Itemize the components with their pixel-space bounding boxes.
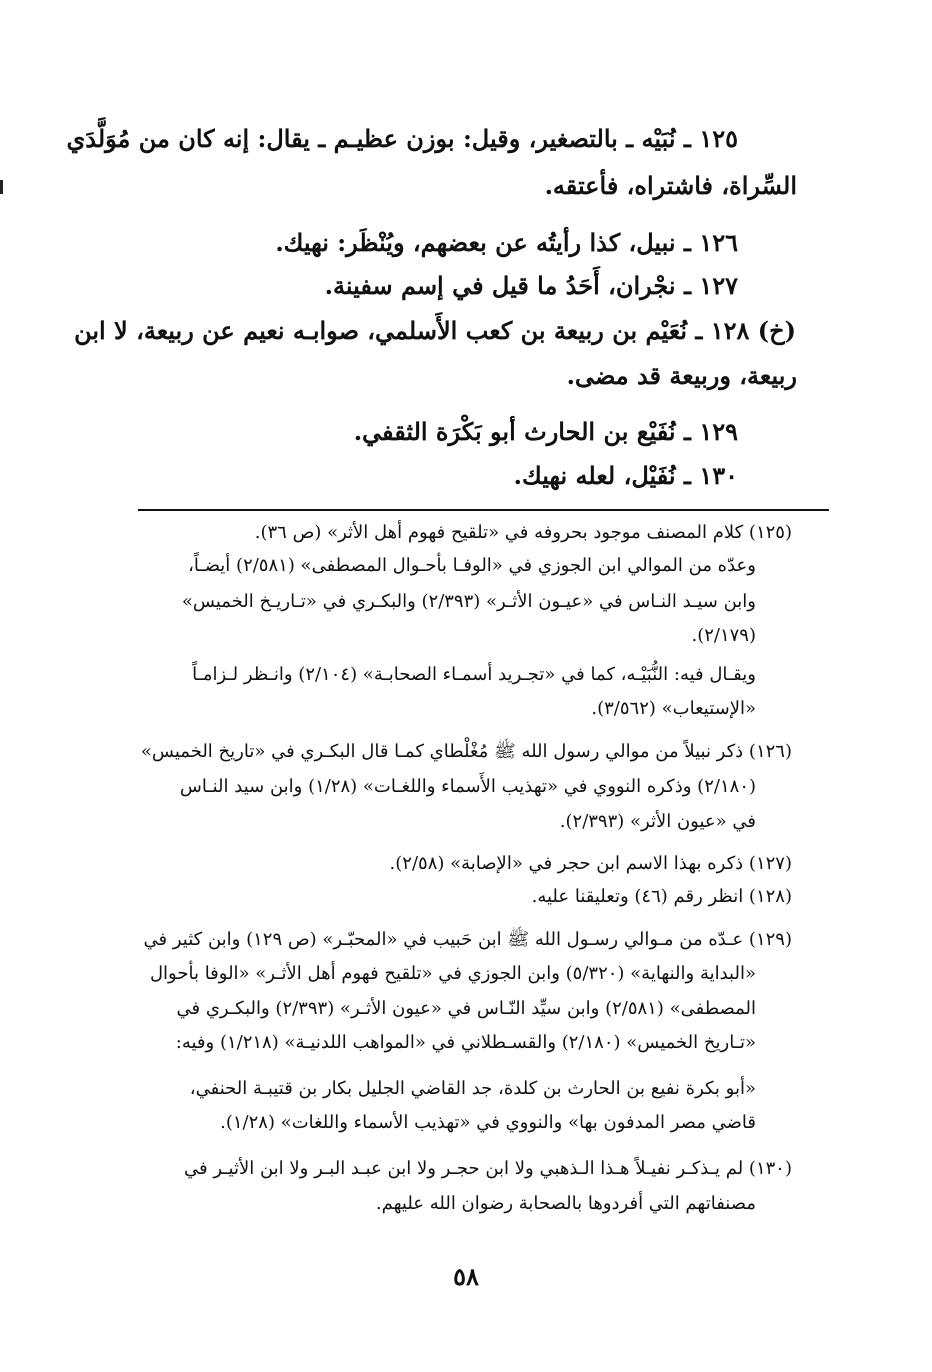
footnote-127: (١٢٧) ذكره بهذا الاسم ابن حجر في «الإصابة» (٢/٥٨). (389, 853, 792, 874)
entry-125-line-1: ١٢٥ ـ نُبَيْه ـ بالتصغير، وقيل: بوزن عظيـم ـ يقال: إنه كان من مُوَلَّدَي (66, 124, 738, 153)
footnote-130-line-2: مصنفاتهم التي أفردوها بالصحابة رضوان الله عليهم. (375, 1193, 756, 1214)
footnote-129-line-1: (١٢٩) عـدّه من مـوالي رسـول الله ﷺ ابن حَبيب في «المحبّـر» (ص ١٢٩) وابن كثير في (143, 929, 792, 950)
entry-128-line-1: (خ) ١٢٨ ـ نُعَيْم بن ربيعة بن كعب الأَسلمي، صوابـه نعيم عن ربيعة، لا ابن (74, 316, 796, 345)
entry-125-line-2: السِّراة، فاشتراه، فأعتقه. (544, 171, 797, 200)
entry-130: ١٣٠ ـ نُفَيْل، لعله نهيك. (513, 461, 738, 490)
entry-127: ١٢٧ ـ نجْران، أَحَدُ ما قيل في إسم سفينة. (324, 271, 738, 300)
footnote-129-line-6: قاضي مصر المدفون بها» والنووي في «تهذيب الأسماء واللغات» (١/٢٨). (220, 1112, 756, 1133)
margin-mark (0, 180, 3, 194)
footnote-129-line-2: «البداية والنهاية» (٥/٣٢٠) وابن الجوزي في «تلقيح فهوم أهل الأثـر» «الوفا بأحوال (149, 963, 756, 984)
footnote-separator (138, 509, 829, 511)
footnote-126-line-3: في «عيون الأثر» (٢/٣٩٣). (559, 811, 756, 832)
entry-126: ١٢٦ ـ نبيل، كذا رأيتُه عن بعضهم، ويُنْظَر: نهيك. (275, 228, 738, 257)
footnote-126-line-1: (١٢٦) ذكر نبيلاً من موالي رسول الله ﷺ مُغْلْطاي كمـا قال البكـري في «تاريخ الخميس» (140, 741, 792, 762)
entry-129: ١٢٩ ـ نُفَيْع بن الحارث أبو بَكْرَة الثقفي. (353, 417, 738, 446)
footnote-128: (١٢٨) انظر رقم (٤٦) وتعليقنا عليه. (531, 886, 792, 907)
footnote-129-line-5: «أبو بكرة نفيع بن الحارث بن كلدة، جد القاضي الجليل بكار بن قتيبـة الحنفي، (189, 1078, 756, 1099)
footnote-129-line-4: «تـاريخ الخميس» (٢/١٨٠) والقسـطلاني في «المواهب اللدنيـة» (١/٢١٨) وفيه: (175, 1032, 756, 1053)
footnote-129-line-3: المصطفى» (٢/٥٨١) وابن سيِّد النّـاس في «عيون الأثـر» (٢/٣٩٣) والبكـري في (176, 998, 756, 1019)
entry-128-line-2: ربيعة، وربيعة قد مضى. (566, 361, 797, 390)
page-number: ٥٨ (453, 1262, 479, 1291)
footnote-125-line-1: (١٢٥) كلام المصنف موجود بحروفه في «تلقيح فهوم أهل الأثر» (ص ٣٦). (254, 522, 792, 543)
footnote-126-line-2: (٢/١٨٠) وذكره النووي في «تهذيب الأَسماء واللغـات» (١/٢٨) وابن سيد النـاس (179, 776, 756, 797)
footnote-125-line-5: ويقـال فيه: النُّبَيْـه، كما في «تجـريد أسمـاء الصحابـة» (٢/١٠٤) وانـظر لـزامـاً (192, 664, 756, 685)
footnote-125-line-6: «الإستيعاب» (٣/٥٦٢). (591, 698, 756, 719)
footnote-125-line-2: وعدّه من الموالي ابن الجوزي في «الوفـا بأحـوال المصطفى» (٢/٥٨١) أيضـاً، (188, 555, 756, 576)
footnote-125-line-3: وابن سيـد النـاس في «عيـون الأثـر» (٢/٣٩٣) والبكـري في «تـاريـخ الخميس» (181, 591, 756, 612)
footnote-130-line-1: (١٣٠) لم يـذكـر نفيـلاً هـذا الـذهبي ولا ابن حجـر ولا ابن عبـد البـر ولا ابن الأثيـر في (184, 1158, 792, 1179)
footnote-125-line-4: (٢/١٧٩). (691, 625, 756, 646)
